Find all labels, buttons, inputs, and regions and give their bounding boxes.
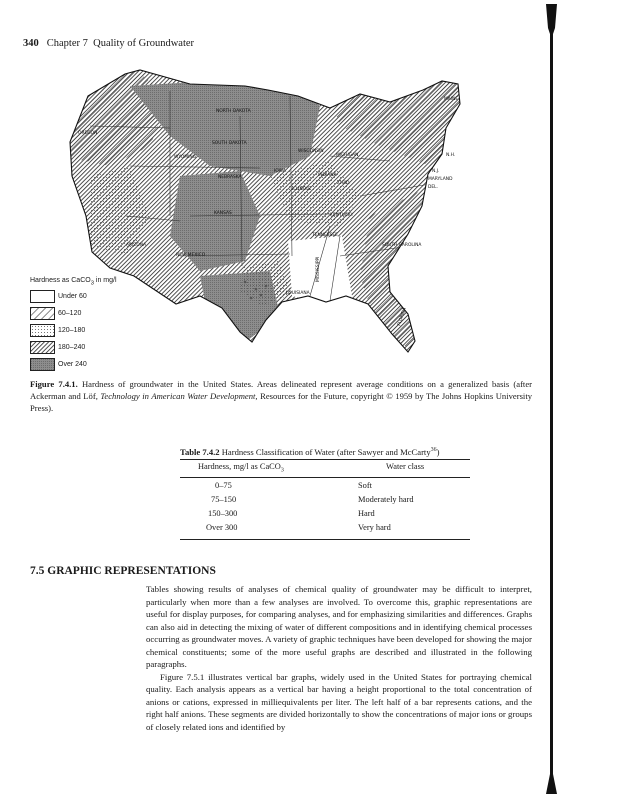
figure-label: Figure 7.4.1. bbox=[30, 379, 78, 389]
body-paragraph: Figure 7.5.1 illustrates vertical bar graphs, widely used in the United States for portraying chemical quality. Each analysis appears as a vertical bar having a height proportional to the total concentration of anions or cations, expressed in milliequivalents per liter. The left half of a bar represents cations, and the right half anions. These segments are divided horizontally to show the concentrations of major ions or groups of closely related ions and identified by bbox=[146, 671, 532, 732]
map-legend bbox=[30, 277, 117, 371]
map-label-south-dakota: SOUTH DAKOTA bbox=[212, 141, 247, 146]
table-cell-range: Over 300 bbox=[206, 523, 238, 532]
map-label-tennessee: TENNESSEE bbox=[312, 233, 338, 238]
legend-label: Over 240 bbox=[58, 360, 87, 368]
figure-source-title: Technology in American Water Development bbox=[100, 391, 256, 401]
table-cell-class: Very hard bbox=[358, 523, 391, 532]
map-label-illinois: ILLINOIS bbox=[292, 187, 311, 192]
table-cell-class: Moderately hard bbox=[358, 495, 414, 504]
table-cell-class: Hard bbox=[358, 509, 375, 518]
table-rule-bottom bbox=[180, 539, 470, 540]
map-label-del: DEL. bbox=[428, 185, 438, 190]
map-label-nj: N.J. bbox=[432, 169, 440, 174]
page-edge-bar bbox=[546, 4, 557, 794]
legend-swatch-180-240 bbox=[30, 341, 55, 354]
table-cell-class: Soft bbox=[358, 481, 372, 490]
map-label-wisconsin: WISCONSIN bbox=[298, 149, 324, 154]
body-paragraph: Tables showing results of analyses of chemical quality of groundwater may be difficult to interpret, particularly when more than a few analyses are involved. To overcome this, graphic representations are useful for display purposes, for comparing analyses, and for emphasizing similarities and differences. Graphs can also aid in detecting the mixing of water of different compositions and in identifying chemical processes occurring as groundwater moves. A variety of graphic techniques have been developed for showing the major chemical constituents; some of the more useful graphs are described and illustrated in the following paragraphs. bbox=[146, 584, 532, 669]
legend-swatch-over-240 bbox=[30, 358, 55, 371]
map-label-maryland: MARYLAND bbox=[428, 177, 453, 182]
legend-item bbox=[30, 340, 117, 354]
table-header-class: Water class bbox=[386, 462, 425, 471]
legend-item bbox=[30, 289, 117, 303]
legend-label: 60–120 bbox=[58, 309, 82, 317]
table-title: Table 7.4.2 Hardness Classification of Water (after Sawyer and McCarty$^{36}$) bbox=[180, 447, 440, 457]
table-cell-range: 150–300 bbox=[208, 509, 238, 518]
section-body bbox=[146, 583, 532, 733]
map-label-wyoming: WYOMING bbox=[174, 155, 197, 160]
table-cell-range: 75–150 bbox=[211, 495, 237, 504]
map-label-indiana: INDIANA bbox=[318, 173, 337, 178]
figure-caption: Figure 7.4.1. Hardness of groundwater in the United States. Areas delineated represent average conditions on a generalized basis (after Ackerman and Löf, Technology in American Water Development, Resources for the Future, copyright © 1959 by The Johns Hopkins University Press). bbox=[30, 379, 533, 413]
legend-item bbox=[30, 306, 117, 320]
map-label-south-carolina: SOUTH CAROLINA bbox=[382, 243, 422, 248]
map-label-oregon: OREGON bbox=[78, 131, 98, 136]
chapter-title: Quality of Groundwater bbox=[93, 38, 195, 49]
map-label-iowa: IOWA bbox=[274, 169, 286, 174]
legend-title: Hardness as CaCO$_3$ in mg/l bbox=[30, 277, 117, 287]
map-label-mississippi: MISSISSIPPI bbox=[316, 256, 321, 282]
map-label-kentucky: KENTUCKY bbox=[330, 213, 354, 218]
legend-item bbox=[30, 357, 117, 371]
map-label-north-dakota: NORTH DAKOTA bbox=[216, 109, 251, 114]
legend-label: 120–180 bbox=[58, 326, 86, 334]
page-number: 340 bbox=[23, 38, 39, 49]
map-label-arizona: ARIZONA bbox=[126, 243, 147, 248]
map-label-louisiana: LOUISIANA bbox=[286, 291, 310, 296]
map-label-nh: N.H. bbox=[446, 153, 456, 158]
legend-label: 180–240 bbox=[58, 343, 86, 351]
legend-label: Under 60 bbox=[58, 292, 87, 300]
legend-swatch-60-120 bbox=[30, 307, 55, 320]
map-label-maine: MAINE bbox=[444, 97, 459, 102]
chapter-label: Chapter 7 bbox=[46, 38, 88, 49]
map-label-florida: FLORIDA bbox=[397, 307, 408, 327]
running-head bbox=[23, 38, 194, 49]
table-header-hardness: Hardness, mg/l as CaCO$_3$ bbox=[198, 462, 284, 474]
legend-swatch-under-60 bbox=[30, 290, 55, 303]
section-heading: 7.5 GRAPHIC REPRESENTATIONS bbox=[30, 565, 216, 577]
legend-swatch-120-180 bbox=[30, 324, 55, 337]
legend-item bbox=[30, 323, 117, 337]
map-label-michigan: MICHIGAN bbox=[336, 153, 359, 158]
table-label: Table 7.4.2 bbox=[180, 447, 220, 457]
map-label-new-mexico: NEW MEXICO bbox=[176, 253, 206, 258]
map-label-ohio: OHIO bbox=[338, 181, 350, 186]
table-cell-range: 0–75 bbox=[215, 481, 232, 490]
table-rule-top bbox=[180, 459, 470, 460]
map-label-nebraska: NEBRASKA bbox=[218, 175, 242, 180]
map-label-kansas: KANSAS bbox=[214, 211, 232, 216]
table-rule-head bbox=[180, 477, 470, 478]
